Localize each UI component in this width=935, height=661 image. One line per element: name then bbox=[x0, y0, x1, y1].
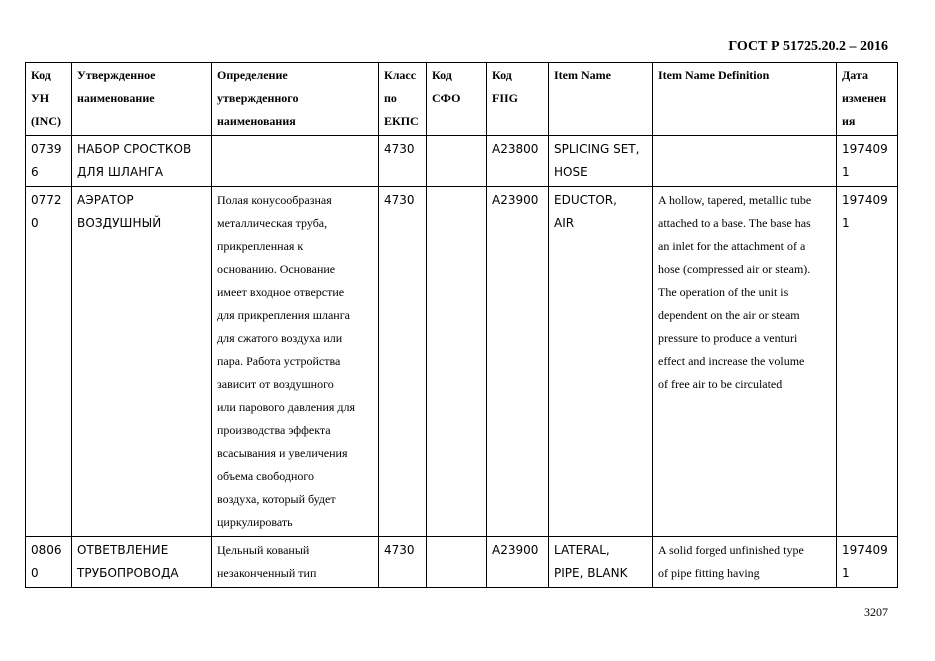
document-title: ГОСТ Р 51725.20.2 – 2016 bbox=[728, 39, 888, 54]
cell-text-line: an inlet for the attachment of a bbox=[658, 239, 806, 253]
header-line: FIIG bbox=[492, 91, 519, 105]
cell-text-line: ТРУБОПРОВОДА bbox=[77, 566, 179, 580]
cell-text-line: A hollow, tapered, metallic tube bbox=[658, 193, 812, 207]
cell-text-line: или парового давления для bbox=[217, 400, 356, 414]
col-header-approved-name bbox=[72, 63, 212, 136]
cell-text-line: dependent on the air or steam bbox=[658, 308, 800, 322]
cell-date: 1974091 bbox=[837, 187, 898, 537]
cell-text-line: производства эффекта bbox=[217, 423, 331, 437]
header-line: Код bbox=[432, 68, 452, 82]
cell-text-line: LATERAL, bbox=[554, 543, 610, 557]
header-line: Код bbox=[31, 68, 51, 82]
cell-text-line: ДЛЯ ШЛАНГА bbox=[77, 165, 164, 179]
cell-text-line: Полая конусообразная bbox=[217, 193, 332, 207]
cell-text-line: основанию. Основание bbox=[217, 262, 336, 276]
cell-text-line: ВОЗДУШНЫЙ bbox=[77, 216, 162, 230]
cell-text-line: незаконченный тип bbox=[217, 566, 317, 580]
header-line: изменен bbox=[842, 91, 887, 105]
cell-class: 4730 bbox=[379, 136, 427, 187]
header-line: Дата bbox=[842, 68, 868, 82]
cell-text-line: of free air to be circulated bbox=[658, 377, 783, 391]
col-header-item-name bbox=[549, 63, 653, 136]
cell-definition bbox=[212, 537, 379, 588]
cell-text-line: прикрепленная к bbox=[217, 239, 304, 253]
header-line: Item Name bbox=[554, 68, 611, 82]
cell-text-line: металлическая труба, bbox=[217, 216, 328, 230]
cell-date: 1974091 bbox=[837, 537, 898, 588]
cell-text-line: SPLICING SET, bbox=[554, 142, 640, 156]
cell-class: 4730 bbox=[379, 537, 427, 588]
header-line: Код bbox=[492, 68, 512, 82]
col-header-date bbox=[837, 63, 898, 136]
header-line: (INC) bbox=[31, 114, 61, 128]
cell-text-line: effect and increase the volume bbox=[658, 354, 805, 368]
cell-text-line: пара. Работа устройства bbox=[217, 354, 341, 368]
header-line: Item Name Definition bbox=[658, 68, 770, 82]
classification-table bbox=[25, 62, 898, 588]
cell-fiig: A23900 bbox=[487, 187, 549, 537]
col-header-class bbox=[379, 63, 427, 136]
table-header-row bbox=[26, 63, 898, 136]
cell-text-line: ОТВЕТВЛЕНИЕ bbox=[77, 543, 169, 557]
cell-item-definition bbox=[653, 537, 837, 588]
table-row bbox=[26, 187, 898, 537]
cell-item-definition bbox=[653, 136, 837, 187]
cell-text-line: для сжатого воздуха или bbox=[217, 331, 343, 345]
cell-sfo bbox=[427, 187, 487, 537]
cell-text-line: АЭРАТОР bbox=[77, 193, 134, 207]
cell-text-line: hose (compressed air or steam). bbox=[658, 262, 811, 276]
cell-approved-name bbox=[72, 136, 212, 187]
col-header-item-definition bbox=[653, 63, 837, 136]
cell-code: 08060 bbox=[26, 537, 72, 588]
cell-text-line: зависит от воздушного bbox=[217, 377, 334, 391]
cell-text-line: pressure to produce a venturi bbox=[658, 331, 798, 345]
header-line: по bbox=[384, 91, 397, 105]
cell-text-line: PIPE, BLANK bbox=[554, 566, 628, 580]
table-row bbox=[26, 537, 898, 588]
cell-date: 1974091 bbox=[837, 136, 898, 187]
cell-sfo bbox=[427, 537, 487, 588]
cell-item-name bbox=[549, 187, 653, 537]
header-line: Класс bbox=[384, 68, 417, 82]
cell-text-line: AIR bbox=[554, 216, 575, 230]
cell-text-line: of pipe fitting having bbox=[658, 566, 760, 580]
cell-text-line: The operation of the unit is bbox=[658, 285, 789, 299]
header-line: наименования bbox=[217, 114, 296, 128]
cell-text-line: всасывания и увеличения bbox=[217, 446, 348, 460]
table-row bbox=[26, 136, 898, 187]
cell-item-definition bbox=[653, 187, 837, 537]
cell-text-line: attached to a base. The base has bbox=[658, 216, 811, 230]
header-line: Определение bbox=[217, 68, 288, 82]
cell-text-line: циркулировать bbox=[217, 515, 293, 529]
cell-text-line: Цельный кованый bbox=[217, 543, 310, 557]
cell-text-line: НАБОР СРОСТКОВ bbox=[77, 142, 192, 156]
cell-text-line: объема свободного bbox=[217, 469, 314, 483]
cell-text-line: EDUCTOR, bbox=[554, 193, 617, 207]
col-header-fiig bbox=[487, 63, 549, 136]
cell-definition bbox=[212, 136, 379, 187]
cell-approved-name bbox=[72, 537, 212, 588]
header-line: ия bbox=[842, 114, 856, 128]
cell-text-line: для прикрепления шланга bbox=[217, 308, 350, 322]
page-number: 3207 bbox=[864, 605, 888, 619]
col-header-code-un bbox=[26, 63, 72, 136]
cell-text-line: имеет входное отверстие bbox=[217, 285, 345, 299]
cell-approved-name bbox=[72, 187, 212, 537]
header-line: СФО bbox=[432, 91, 461, 105]
cell-item-name bbox=[549, 537, 653, 588]
cell-class: 4730 bbox=[379, 187, 427, 537]
header-line: Утвержденное bbox=[77, 68, 156, 82]
cell-code: 07396 bbox=[26, 136, 72, 187]
cell-text-line: A solid forged unfinished type bbox=[658, 543, 804, 557]
header-line: утвержденного bbox=[217, 91, 299, 105]
header-line: ЕКПС bbox=[384, 114, 419, 128]
col-header-sfo bbox=[427, 63, 487, 136]
cell-definition bbox=[212, 187, 379, 537]
cell-fiig: A23800 bbox=[487, 136, 549, 187]
cell-fiig: A23900 bbox=[487, 537, 549, 588]
col-header-definition bbox=[212, 63, 379, 136]
cell-item-name bbox=[549, 136, 653, 187]
cell-text-line: воздуха, который будет bbox=[217, 492, 336, 506]
cell-sfo bbox=[427, 136, 487, 187]
header-line: наименование bbox=[77, 91, 155, 105]
cell-code: 07720 bbox=[26, 187, 72, 537]
cell-text-line: HOSE bbox=[554, 165, 588, 179]
header-line: УН bbox=[31, 91, 50, 105]
